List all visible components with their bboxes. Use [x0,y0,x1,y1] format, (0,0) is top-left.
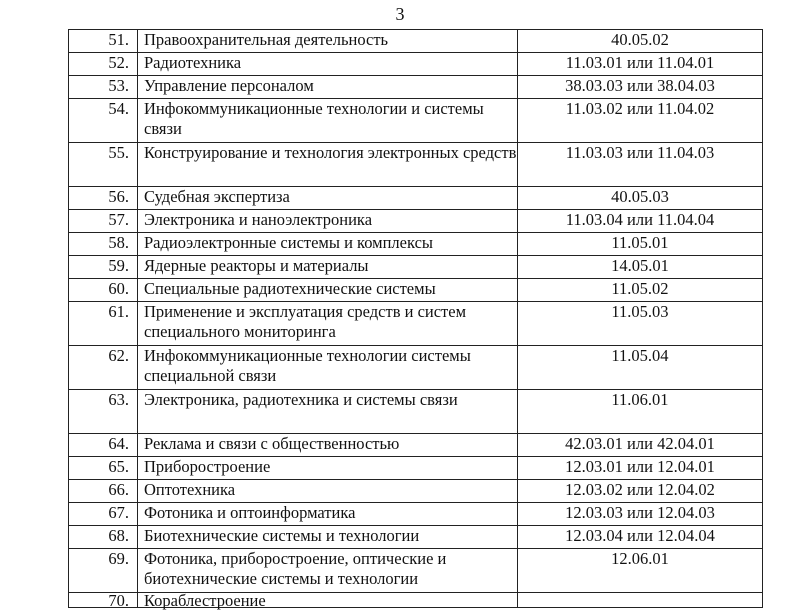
specialty-code: 11.05.01 [518,233,763,256]
row-number: 57. [69,210,138,233]
specialty-name: Радиотехника [138,53,518,76]
row-number: 68. [69,526,138,549]
specialty-name: Оптотехника [138,480,518,503]
specialty-name: Конструирование и технология электронных средств [138,143,518,187]
table-row [69,346,763,390]
row-number: 66. [69,480,138,503]
specialty-name: Правоохранительная деятельность [138,30,518,53]
specialty-name: Электроника, радиотехника и системы связи [138,390,518,434]
row-number: 64. [69,434,138,457]
specialty-code: 12.03.03 или 12.04.03 [518,503,763,526]
row-number: 67. [69,503,138,526]
specialty-code: 11.05.02 [518,279,763,302]
specialty-name: Инфокоммуникационные технологии и системы связи [138,99,518,143]
specialty-name: Инфокоммуникационные технологии системы специальной связи [138,346,518,390]
page-number: 3 [395,4,405,24]
specialty-code: 12.03.02 или 12.04.02 [518,480,763,503]
row-number: 59. [69,256,138,279]
table-row [69,302,763,346]
row-number: 53. [69,76,138,99]
table-row [69,76,763,99]
row-number: 60. [69,279,138,302]
specialty-code: 11.06.01 [518,390,763,434]
specialty-code: 11.05.04 [518,346,763,390]
table-row [69,256,763,279]
row-number: 61. [69,302,138,346]
specialty-name: Ядерные реакторы и материалы [138,256,518,279]
specialty-code: 38.03.03 или 38.04.03 [518,76,763,99]
specialty-code: 11.03.03 или 11.04.03 [518,143,763,187]
row-number: 70. [69,593,138,608]
row-number: 69. [69,549,138,593]
specialty-name: Управление персоналом [138,76,518,99]
table-row [69,210,763,233]
table-row [69,187,763,210]
specialty-name: Реклама и связи с общественностью [138,434,518,457]
specialty-code: 40.05.03 [518,187,763,210]
specialty-name: Электроника и наноэлектроника [138,210,518,233]
table-row [69,99,763,143]
specialty-code: 11.05.03 [518,302,763,346]
specialty-code [518,593,763,608]
specialty-name: Кораблестроение [138,593,518,608]
specialty-name: Биотехнические системы и технологии [138,526,518,549]
row-number: 58. [69,233,138,256]
row-number: 54. [69,99,138,143]
specialties-table [68,29,763,608]
row-number: 56. [69,187,138,210]
table-row-cut [69,593,763,608]
specialty-code: 11.03.04 или 11.04.04 [518,210,763,233]
table-row [69,526,763,549]
specialty-code: 11.03.01 или 11.04.01 [518,53,763,76]
specialty-name: Судебная экспертиза [138,187,518,210]
table-row [69,434,763,457]
specialty-name: Фотоника, приборостроение, оптические и биотехнические системы и технологии [138,549,518,593]
table-row [69,480,763,503]
row-number: 52. [69,53,138,76]
specialty-code: 14.05.01 [518,256,763,279]
table-row [69,549,763,593]
table-row [69,233,763,256]
row-number: 63. [69,390,138,434]
specialty-code: 11.03.02 или 11.04.02 [518,99,763,143]
row-number: 55. [69,143,138,187]
row-number: 51. [69,30,138,53]
specialty-code: 40.05.02 [518,30,763,53]
table-row [69,457,763,480]
row-number: 62. [69,346,138,390]
specialty-name: Применение и эксплуатация средств и систем специального мониторинга [138,302,518,346]
table-row [69,143,763,187]
specialty-name: Фотоника и оптоинформатика [138,503,518,526]
specialty-code: 12.06.01 [518,549,763,593]
specialty-name: Приборостроение [138,457,518,480]
table-row [69,30,763,53]
table-row [69,503,763,526]
specialty-code: 12.03.04 или 12.04.04 [518,526,763,549]
table-row [69,53,763,76]
specialty-code: 42.03.01 или 42.04.01 [518,434,763,457]
table-row [69,390,763,434]
specialty-name: Специальные радиотехнические системы [138,279,518,302]
specialty-code: 12.03.01 или 12.04.01 [518,457,763,480]
specialty-name: Радиоэлектронные системы и комплексы [138,233,518,256]
row-number: 65. [69,457,138,480]
table-row [69,279,763,302]
